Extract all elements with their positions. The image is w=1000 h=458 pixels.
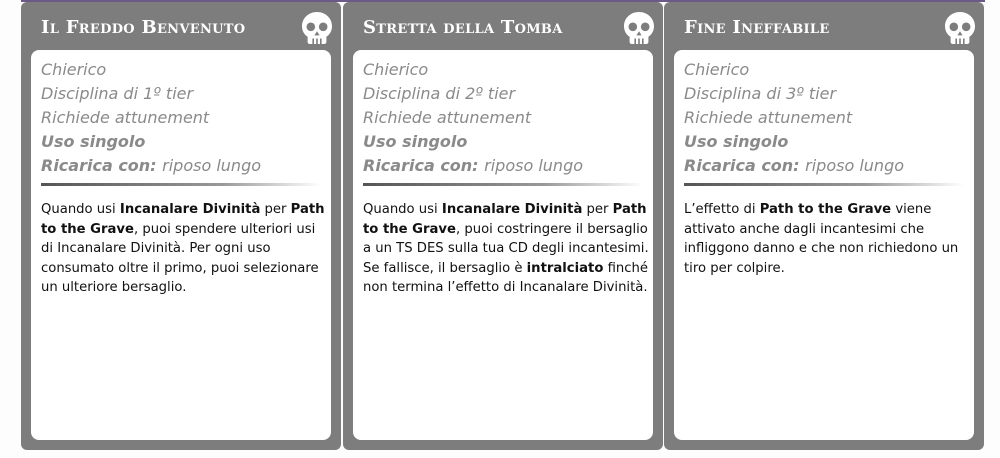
card-title: Fine Ineffabile [684,17,830,38]
keyword: intralciato [526,260,604,276]
divider [41,183,321,186]
card-il-freddo-benvenuto[interactable] [21,2,341,450]
attunement-label: Richiede attunement [41,108,210,127]
card-description: L’effetto di Path to the Grave viene attivato anche dagli incantesimi che infliggono danno e che non richiedono un tiro per colpire. [684,202,959,276]
keyword: Path to the Grave [759,202,892,217]
discipline-label: Disciplina di 3º tier [684,84,837,103]
usage-label: Uso singolo [684,132,789,151]
card-meta [41,58,326,186]
keyword: Path to the Grave [363,202,647,237]
card-meta [684,58,969,186]
card-fine-ineffabile[interactable] [664,2,984,450]
attunement-label: Richiede attunement [363,108,532,127]
card-title: Stretta della Tomba [363,17,563,38]
attunement-label: Richiede attunement [684,108,853,127]
keyword: Incanalare Divinità [119,202,261,217]
skull-icon [299,10,335,46]
discipline-label: Disciplina di 1º tier [41,84,194,103]
keyword: Incanalare Divinità [441,202,583,217]
skull-icon [621,10,657,46]
divider [363,183,643,186]
recharge-label: Ricarica con: [363,156,479,175]
recharge-value: riposo lungo [162,156,262,175]
discipline-label: Disciplina di 2º tier [363,84,516,103]
card-body [31,50,331,440]
recharge-value: riposo lungo [805,156,905,175]
class-label: Chierico [41,60,107,79]
card-stretta-della-tomba[interactable] [343,2,663,450]
class-label: Chierico [363,60,429,79]
card-body [353,50,653,440]
recharge-label: Ricarica con: [684,156,800,175]
card-description: Quando usi Incanalare Divinità per Path to the Grave, puoi spendere ulteriori usi di Incanalare Divinità. Per ogni uso consumato oltre il primo, puoi selezionare un ulteriore bersaglio. [41,202,325,295]
divider [684,183,964,186]
skull-icon [942,10,978,46]
card-body [674,50,974,440]
card-title: Il Freddo Benvenuto [41,17,246,38]
recharge-line [363,154,648,178]
recharge-value: riposo lungo [484,156,584,175]
usage-label: Uso singolo [363,132,468,151]
recharge-label: Ricarica con: [41,156,157,175]
class-label: Chierico [684,60,750,79]
card-description: Quando usi Incanalare Divinità per Path to the Grave, puoi costringere il bersaglio a un TS DES sulla tua CD degli incantesimi. Se fallisce, il bersaglio è intralciato finché non termina l’effetto di Incanalare Divinità. [363,202,649,295]
recharge-line [684,154,969,178]
usage-label: Uso singolo [41,132,146,151]
card-meta [363,58,648,186]
keyword: Path to the Grave [41,202,325,237]
recharge-line [41,154,326,178]
